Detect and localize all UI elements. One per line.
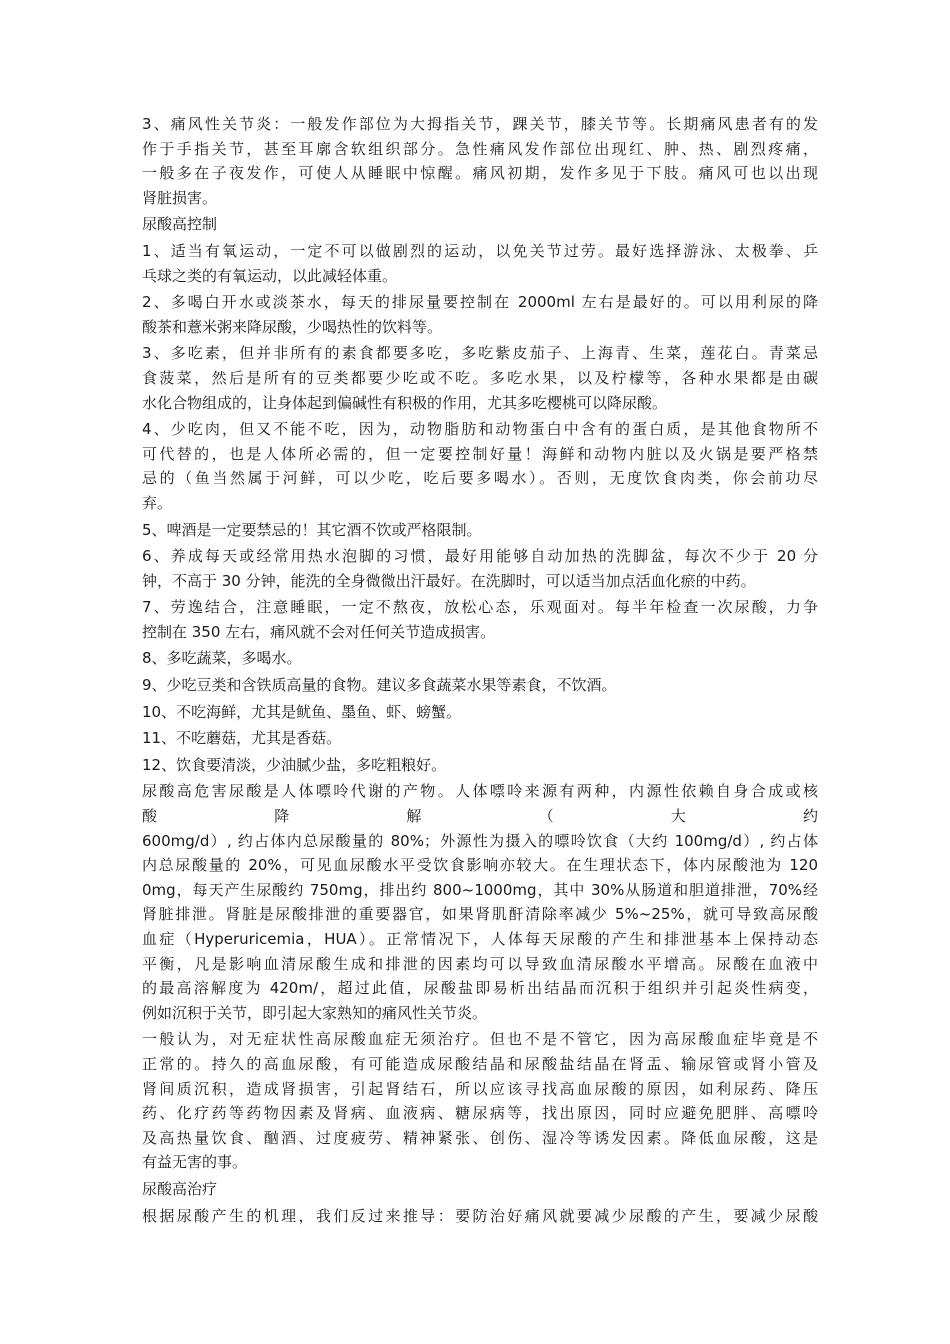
text-line: 根据尿酸产生的机理，我们反过来推导：要防治好痛风就要减少尿酸的产生，要减少尿酸 (142, 1206, 818, 1225)
text-line: 600mg/d）, 约占体内总尿酸量的 80%；外源性为摄入的嘌呤饮食（大约 100mg/d）, 约占体 (142, 831, 818, 850)
text-line: 内总尿酸量的 20%，可见血尿酸水平受饮食影响亦较大。在生理状态下，体内尿酸池为 120 (142, 856, 818, 875)
text-line: 11、不吃蘑菇，尤其是香菇。 (142, 729, 342, 748)
text-line: 尿酸高危害尿酸是人体嘌呤代谢的产物。人体嘌呤来源有两种，内源性依赖自身合成或核 (142, 782, 818, 801)
text-line: 例如沉积于关节，即引起大家熟知的痛风性关节炎。 (142, 1003, 488, 1022)
paragraph (142, 341, 818, 415)
text-line: 12、饮食要清淡，少油腻少盐，多吃粗粮好。 (142, 755, 447, 774)
text-line: 的最高溶解度为 420m/，超过此值，尿酸盐即易析出结晶而沉积于组织并引起炎性病变， (142, 979, 818, 998)
paragraph (142, 239, 818, 288)
text-line: 有益无害的事。 (142, 1153, 248, 1172)
text-line: 作于手指关节，甚至耳廓含软组织部分。急性痛风发作部位出现红、肿、热、剧烈疼痛， (142, 139, 818, 158)
text-line: 药、化疗药等药物因素及肾病、血液病、糖尿病等，找出原因，同时应避免肥胖、高嘌呤 (142, 1104, 818, 1123)
paragraph (142, 290, 818, 339)
paragraph (142, 779, 818, 1025)
text-line: 尿酸高控制 (142, 215, 218, 234)
text-line: 5、啤酒是一定要禁忌的！其它酒不饮或严格限制。 (142, 520, 482, 539)
text-line: 控制在 350 左右，痛风就不会对任何关节造成损害。 (142, 622, 496, 641)
text-line: 1、适当有氧运动，一定不可以做剧烈的运动，以免关节过劳。最好选择游泳、太极拳、乒 (142, 241, 818, 260)
text-line: 10、不吃海鲜，尤其是鱿鱼、墨鱼、虾、螃蟹。 (142, 702, 462, 721)
text-line: 3、多吃素，但并非所有的素食都要多吃，多吃紫皮茄子、上海青、生菜，莲花白。青菜忌 (142, 344, 818, 363)
text-line: 忌的（鱼当然属于河鲜，可以少吃，吃后要多喝水）。否则，无度饮食肉类，你会前功尽 (142, 469, 818, 488)
paragraph (142, 518, 818, 543)
paragraph (142, 112, 818, 210)
text-line: 0mg，每天产生尿酸约 750mg，排出约 800~1000mg，其中 30%从肠道和胆道排泄，70%经 (142, 880, 818, 899)
text-line: 血症（Hyperuricemia，HUA）。正常情况下，人体每天尿酸的产生和排泄基本上保持动态 (142, 930, 818, 948)
text-line: 酸茶和薏米粥来降尿酸，少喝热性的饮料等。 (142, 317, 443, 336)
text-line: 7、劳逸结合，注意睡眠，一定不熬夜，放松心态，乐观面对。每半年检查一次尿酸，力争 (142, 598, 818, 617)
text-line: 4、少吃肉，但又不能不吃，因为，动物脂肪和动物蛋白中含有的蛋白质，是其他食物所不 (142, 420, 818, 439)
text-line: 3、痛风性关节炎：一般发作部位为大拇指关节，踝关节，膝关节等。长期痛风患者有的发 (142, 115, 818, 133)
text-line: 肾间质沉积，造成肾损害，引起肾结石，所以应该寻找高血尿酸的原因，如利尿药、降压 (142, 1079, 818, 1098)
text-line: 一般认为，对无症状性高尿酸血症无须治疗。但也不是不管它，因为高尿酸血症毕竟是不 (142, 1030, 818, 1049)
paragraph (142, 1027, 818, 1175)
text-line: 酸降解（大约 (142, 807, 818, 826)
section-heading (142, 1177, 818, 1202)
text-line: 正常的。持久的高血尿酸，有可能造成尿酸结晶和尿酸盐结晶在肾盂、输尿管或肾小管及 (142, 1054, 818, 1073)
text-line: 肾脏损害。 (142, 188, 218, 207)
text-line: 乓球之类的有氧运动，以此减轻体重。 (142, 266, 398, 285)
paragraph (142, 646, 818, 671)
text-line: 钟，不高于 30 分钟，能洗的全身微微出汗最好。在洗脚时，可以适当加点活血化瘀的中药。 (142, 571, 756, 590)
text-line: 2、多喝白开水或淡茶水，每天的排尿量要控制在 2000ml 左右是最好的。可以用利尿的降 (142, 293, 818, 312)
text-line: 肾脏排泄。肾脏是尿酸排泄的重要器官，如果肾肌酐清除率减少 5%~25%，就可导致高尿酸 (142, 905, 818, 924)
paragraph (142, 753, 818, 778)
paragraph (142, 700, 818, 725)
text-line: 食菠菜，然后是所有的豆类都要少吃或不吃。多吃水果，以及柠檬等，各种水果都是由碳 (142, 368, 818, 387)
text-line: 及高热量饮食、酗酒、过度疲劳、精神紧张、创伤、湿冷等诱发因素。降低血尿酸，这是 (142, 1128, 818, 1147)
paragraph (142, 595, 818, 644)
text-line: 平衡，凡是影响血清尿酸生成和排泄的因素均可以导致血清尿酸水平增高。尿酸在血液中 (142, 954, 818, 973)
paragraph (142, 1204, 818, 1229)
paragraph (142, 417, 818, 515)
section-heading (142, 212, 818, 237)
paragraph (142, 726, 818, 751)
text-line: 8、多吃蔬菜，多喝水。 (142, 649, 302, 668)
text-line: 6、养成每天或经常用热水泡脚的习惯，最好用能够自动加热的洗脚盆，每次不少于 20 分 (142, 547, 818, 566)
text-line: 水化合物组成的，让身体起到偏碱性有积极的作用，尤其多吃樱桃可以降尿酸。 (142, 393, 668, 412)
paragraph (142, 673, 818, 698)
document-page (142, 112, 818, 1230)
paragraph (142, 544, 818, 593)
text-line: 可代替的，也是人体所必需的，但一定要控制好量！海鲜和动物内脏以及火锅是要严格禁 (142, 444, 818, 463)
text-line: 尿酸高治疗 (142, 1179, 218, 1198)
text-line: 弃。 (142, 493, 173, 512)
text-line: 9、少吃豆类和含铁质高量的食物。建议多食蔬菜水果等素食，不饮酒。 (142, 676, 617, 695)
text-line: 一般多在子夜发作，可使人从睡眠中惊醒。痛风初期，发作多见于下肢。痛风可也以出现 (142, 164, 818, 183)
